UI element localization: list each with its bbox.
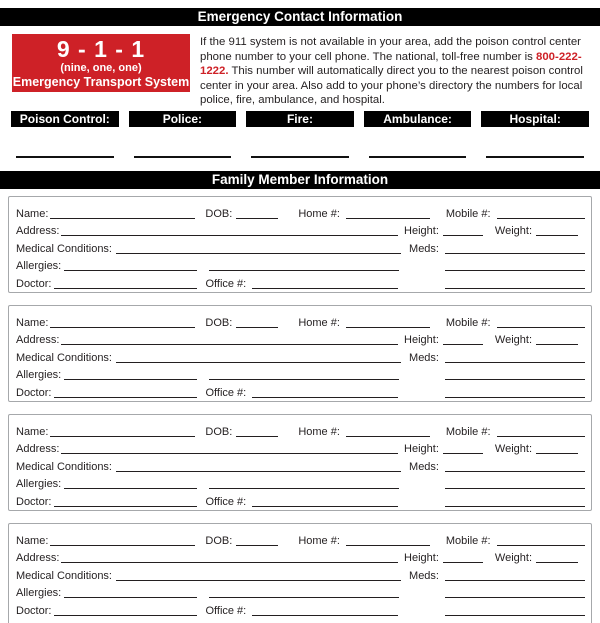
weight-label: Weight: (494, 334, 532, 347)
contact-col-hospital (481, 111, 589, 158)
contact-label-police: Police: (129, 111, 237, 127)
name-blank-line (50, 209, 195, 219)
emergency-transport-caption: Emergency Transport System (12, 74, 190, 89)
contact-col-poison-control (11, 111, 119, 158)
office-phone-blank-line (252, 497, 398, 507)
medical-conditions-blank-line (116, 244, 401, 254)
member-row-doctor (16, 273, 585, 291)
dob-blank-line (236, 427, 278, 437)
member-row-allergies (16, 365, 585, 383)
family-section-title: Family Member Information (0, 171, 600, 189)
doctor-blank-line (54, 497, 197, 507)
fire-blank-line (251, 156, 349, 158)
home-phone-blank-line (346, 427, 430, 437)
member-row-address (16, 548, 585, 566)
doctor-blank-line (54, 388, 197, 398)
member-row-name (16, 312, 585, 330)
weight-label: Weight: (494, 225, 532, 238)
family-member-block (8, 305, 592, 402)
emergency-number: 9 - 1 - 1 (56, 35, 146, 62)
mobile-phone-blank-line (497, 209, 585, 219)
dob-blank-line (236, 536, 278, 546)
meds-label: Meds: (409, 569, 439, 582)
meds-blank-line-2 (445, 370, 585, 380)
dob-blank-line (236, 209, 278, 219)
office-phone-label: Office #: (205, 386, 247, 399)
member-row-medical (16, 238, 585, 256)
contact-label-fire: Fire: (246, 111, 354, 127)
medical-conditions-label: Medical Conditions: (16, 460, 112, 473)
contact-col-fire (246, 111, 354, 158)
ambulance-blank-line (369, 156, 467, 158)
office-phone-label: Office #: (205, 604, 247, 617)
member-row-allergies (16, 583, 585, 601)
poison-control-blank-line (16, 156, 114, 158)
allergies-blank-line (64, 261, 197, 271)
home-phone-blank-line (346, 318, 430, 328)
meds-label: Meds: (409, 242, 439, 255)
doctor-label: Doctor: (16, 604, 52, 617)
height-blank-line (443, 226, 483, 236)
address-blank-line (61, 444, 398, 454)
name-label: Name: (16, 207, 49, 220)
meds-blank-line-3 (445, 497, 585, 507)
home-phone-label: Home #: (298, 425, 340, 438)
contact-col-police (129, 111, 237, 158)
info-text-before-phone: If the 911 system is not available in your area, add the poison control center phone number to your cell phone. The national, toll-free number is (200, 36, 581, 63)
meds-label: Meds: (409, 460, 439, 473)
weight-blank-line (536, 335, 578, 345)
police-blank-line (134, 156, 232, 158)
address-blank-line (61, 226, 398, 236)
height-blank-line (443, 444, 483, 454)
dob-label: DOB: (205, 207, 233, 220)
dob-label: DOB: (205, 534, 233, 547)
name-blank-line (50, 318, 195, 328)
member-row-medical (16, 565, 585, 583)
address-blank-line (61, 335, 398, 345)
meds-label: Meds: (409, 351, 439, 364)
emergency-contacts-row (11, 111, 589, 158)
allergies-label: Allergies: (16, 260, 62, 273)
medical-conditions-label: Medical Conditions: (16, 351, 112, 364)
emergency-911-box (12, 34, 190, 92)
allergies-label: Allergies: (16, 478, 62, 491)
name-blank-line (50, 427, 195, 437)
page-title: Emergency Contact Information (0, 8, 600, 26)
mobile-phone-label: Mobile #: (445, 534, 491, 547)
family-member-block (8, 414, 592, 511)
home-phone-label: Home #: (298, 207, 340, 220)
family-member-block (8, 523, 592, 623)
meds-blank-line (445, 462, 585, 472)
contact-label-poison-control: Poison Control: (11, 111, 119, 127)
allergies-blank-line (64, 588, 197, 598)
medical-conditions-blank-line (116, 571, 401, 581)
meds-blank-line (445, 244, 585, 254)
mobile-phone-blank-line (497, 318, 585, 328)
weight-label: Weight: (494, 443, 532, 456)
height-label: Height: (404, 334, 439, 347)
name-label: Name: (16, 534, 49, 547)
height-label: Height: (404, 225, 439, 238)
weight-label: Weight: (494, 552, 532, 565)
member-row-address (16, 330, 585, 348)
mobile-phone-label: Mobile #: (445, 425, 491, 438)
height-label: Height: (404, 443, 439, 456)
meds-blank-line-3 (445, 606, 585, 616)
office-phone-label: Office #: (205, 277, 247, 290)
contact-label-hospital: Hospital: (481, 111, 589, 127)
member-row-name (16, 421, 585, 439)
member-row-doctor (16, 491, 585, 509)
allergies-label: Allergies: (16, 587, 62, 600)
member-row-name (16, 203, 585, 221)
meds-blank-line (445, 353, 585, 363)
mobile-phone-blank-line (497, 427, 585, 437)
member-row-allergies (16, 474, 585, 492)
doctor-label: Doctor: (16, 277, 52, 290)
contact-label-ambulance: Ambulance: (364, 111, 472, 127)
allergies-blank-line (64, 479, 197, 489)
office-phone-blank-line (252, 388, 398, 398)
doctor-blank-line (54, 606, 197, 616)
medical-conditions-blank-line (116, 462, 401, 472)
doctor-blank-line (54, 279, 197, 289)
mobile-phone-blank-line (497, 536, 585, 546)
mobile-phone-label: Mobile #: (445, 316, 491, 329)
member-row-address (16, 221, 585, 239)
home-phone-blank-line (346, 209, 430, 219)
dob-blank-line (236, 318, 278, 328)
allergies-blank-line-2 (209, 370, 399, 380)
name-label: Name: (16, 316, 49, 329)
address-label: Address: (16, 443, 60, 456)
allergies-blank-line-2 (209, 479, 399, 489)
weight-blank-line (536, 444, 578, 454)
member-row-name (16, 530, 585, 548)
doctor-label: Doctor: (16, 386, 52, 399)
medical-conditions-label: Medical Conditions: (16, 569, 112, 582)
home-phone-label: Home #: (298, 316, 340, 329)
height-blank-line (443, 553, 483, 563)
height-label: Height: (404, 552, 439, 565)
doctor-label: Doctor: (16, 495, 52, 508)
meds-blank-line-3 (445, 279, 585, 289)
meds-blank-line-2 (445, 261, 585, 271)
weight-blank-line (536, 226, 578, 236)
hospital-blank-line (486, 156, 584, 158)
mobile-phone-label: Mobile #: (445, 207, 491, 220)
address-label: Address: (16, 334, 60, 347)
member-row-medical (16, 456, 585, 474)
home-phone-label: Home #: (298, 534, 340, 547)
meds-blank-line (445, 571, 585, 581)
address-label: Address: (16, 225, 60, 238)
medical-conditions-label: Medical Conditions: (16, 242, 112, 255)
emergency-number-words: (nine, one, one) (60, 61, 142, 74)
name-label: Name: (16, 425, 49, 438)
meds-blank-line-2 (445, 479, 585, 489)
office-phone-blank-line (252, 606, 398, 616)
office-phone-label: Office #: (205, 495, 247, 508)
poison-control-info-paragraph (200, 35, 598, 108)
allergies-blank-line (64, 370, 197, 380)
home-phone-blank-line (346, 536, 430, 546)
poison-control-phone-number: 800-222-1222. (200, 50, 582, 78)
weight-blank-line (536, 553, 578, 563)
address-label: Address: (16, 552, 60, 565)
address-blank-line (61, 553, 398, 563)
dob-label: DOB: (205, 425, 233, 438)
member-row-allergies (16, 256, 585, 274)
contact-col-ambulance (364, 111, 472, 158)
member-row-medical (16, 347, 585, 365)
name-blank-line (50, 536, 195, 546)
info-text-after-phone: This number will automatically direct you to the nearest poison control center in your area. Also add to your phone’s directory the numbers for local police, fire, ambulance, and hospital. (200, 65, 583, 107)
member-row-doctor (16, 600, 585, 618)
office-phone-blank-line (252, 279, 398, 289)
height-blank-line (443, 335, 483, 345)
allergies-label: Allergies: (16, 369, 62, 382)
member-row-address (16, 439, 585, 457)
family-members-list (8, 196, 592, 623)
medical-conditions-blank-line (116, 353, 401, 363)
meds-blank-line-2 (445, 588, 585, 598)
meds-blank-line-3 (445, 388, 585, 398)
member-row-doctor (16, 382, 585, 400)
allergies-blank-line-2 (209, 261, 399, 271)
allergies-blank-line-2 (209, 588, 399, 598)
family-member-block (8, 196, 592, 293)
dob-label: DOB: (205, 316, 233, 329)
